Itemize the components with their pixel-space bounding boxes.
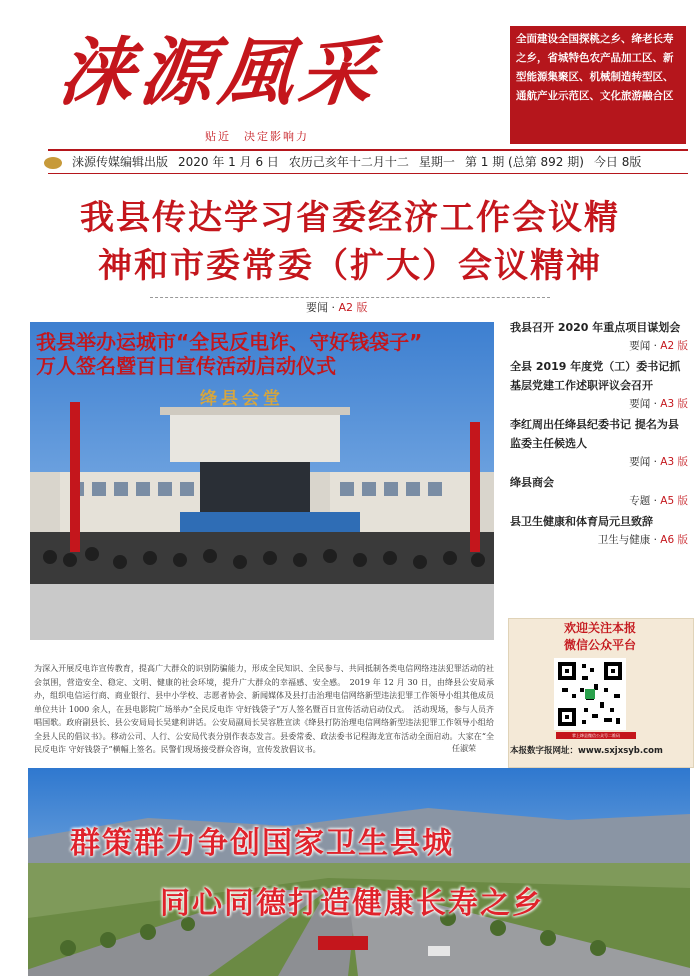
lead-story-body: 为深入开展反电诈宣传教育，提高广大群众的识别防骗能力，形成全民知识、全民参与、共同抵制各类电信网络违法犯罪活动的社会氛围，营造安全、稳定、文明、健康的社会环境，提升广大群众的幸福感、安全感。 2019 年 12 月 30 日，由绛县公安局承办，组织电信运行商、商业银行、县中小学校、志愿者协会、新闻媒体及县打击治理电信网络新型违法犯罪工作领导小组其他成员单位共计 1000 余人，在县电影院广场举办“全民反电诈 守好钱袋子”万人签名暨百日宣传活动启动仪式。 活动现场，参与人员齐唱国歌。政府副县长、县公安局局长吴建利讲话。公安局副局长吴容胜宣读《绛县打防治理电信网络新型违法犯罪工作领导小组给全县人民的倡议书》。移动公司、人行、公安局代表分别作表态发言。县委常委、政法委书记程海龙宣布活动全面启动。大家在“全民反电诈 守好钱袋子”横幅上签名。民警们现场接受群众咨询，宣传发放倡议书。 xyxy=(34,664,494,754)
page-label: A2 版 xyxy=(338,301,368,314)
health-county-banner xyxy=(28,768,690,976)
weekday: 星期一 xyxy=(418,155,455,169)
banner-slogan-2: 同心同德打造健康长寿之乡 xyxy=(160,886,544,921)
section-label: 要闻 · xyxy=(306,301,339,314)
headline-page-ref[interactable] xyxy=(300,299,374,315)
sidebar-item-section: 要闻 · xyxy=(629,456,661,468)
sidebar-item[interactable] xyxy=(510,512,688,549)
page-count: 今日 8版 xyxy=(593,155,642,169)
sidebar-item[interactable] xyxy=(510,415,688,471)
headline-line-2[interactable]: 神和市委常委（扩大）会议精神 xyxy=(98,246,602,286)
sidebar-item-title: 全县 2019 年度党（工）委书记抓基层党建工作述职评议会召开 xyxy=(510,360,681,392)
qr-title-line-2: 微信公众平台 xyxy=(563,638,636,652)
issue-number: 第 1 期 (总第 892 期) xyxy=(464,155,584,169)
sidebar-item[interactable] xyxy=(510,473,688,510)
building-sign: 绛县会堂 xyxy=(200,389,284,409)
lunar-date: 农历己亥年十二月十二 xyxy=(288,155,409,169)
headline-line-1[interactable]: 我县传达学习省委经济工作会议精 xyxy=(80,198,620,238)
sidebar-item-page: A2 版 xyxy=(660,340,688,352)
site-url: www.sxjxsyb.com xyxy=(578,746,663,756)
sidebar-item-title: 绛县商会 xyxy=(510,476,554,489)
sidebar-item-section: 专题 · xyxy=(629,495,661,507)
masthead-slogan-box: 全面建设全国探桃之乡、绛老长寿之乡，省城特色农产品加工区、新型能源集聚区、机械制造转型区、通航产业示范区、文化旅游融合区 xyxy=(510,26,686,144)
lead-story-title[interactable] xyxy=(36,330,422,378)
sidebar-item-page: A3 版 xyxy=(660,456,688,468)
masthead-slogan: 贴近 决定影响力 xyxy=(205,130,309,143)
site-url-line[interactable] xyxy=(510,744,694,756)
sidebar-item-title: 我县召开 2020 年重点项目谋划会 xyxy=(510,321,681,334)
sidebar-item-section: 要闻 · xyxy=(629,340,661,352)
site-label: 本报数字报网址： xyxy=(510,746,579,756)
sidebar-item[interactable] xyxy=(510,357,688,413)
publisher-logo-icon xyxy=(44,157,62,169)
issue-info-bar xyxy=(48,149,688,174)
qr-title xyxy=(508,620,692,654)
sidebar-item-title: 县卫生健康和体育局元旦致辞 xyxy=(510,515,653,528)
issue-date: 2020 年 1 月 6 日 xyxy=(178,155,279,169)
lead-story-title-line-1: 我县举办运城市“全民反电诈、守好钱袋子” xyxy=(36,330,423,354)
sidebar-item-title: 李红周出任绛县纪委书记 提名为县监委主任候选人 xyxy=(510,418,679,450)
sidebar-story-list xyxy=(510,318,688,551)
lead-story-author: 任淑荣 xyxy=(452,744,476,753)
qr-caption: 掌上绛县微信公众号二维码 xyxy=(556,732,636,739)
qr-title-line-1: 欢迎关注本报 xyxy=(563,621,636,635)
sidebar-item-page: A5 版 xyxy=(660,495,688,507)
sidebar-item-section: 卫生与健康 · xyxy=(597,534,661,546)
sidebar-item-page: A6 版 xyxy=(660,534,688,546)
masthead-title: 涞源風采 xyxy=(54,30,384,116)
banner-slogan-1: 群策群力争创国家卫生县城 xyxy=(70,826,454,861)
lead-story-title-line-2: 万人签名暨百日宣传活动启动仪式 xyxy=(36,354,336,378)
publisher: 涞源传媒编辑出版 xyxy=(72,155,169,169)
sidebar-item[interactable] xyxy=(510,318,688,355)
qr-code-icon[interactable] xyxy=(554,658,626,730)
sidebar-item-section: 要闻 · xyxy=(629,398,661,410)
sidebar-item-page: A3 版 xyxy=(660,398,688,410)
